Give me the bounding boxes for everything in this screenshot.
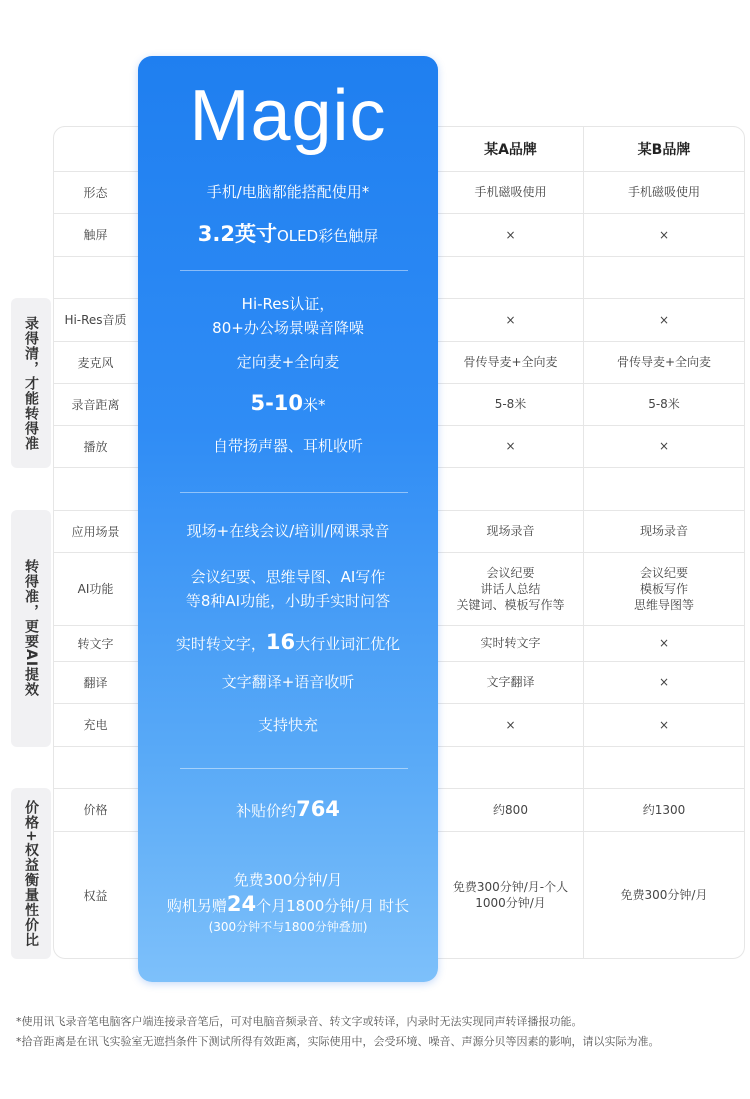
row-label-hires: Hi-Res音质 (64, 313, 127, 327)
brand-b-form: 手机磁吸使用 (627, 185, 700, 199)
magic-translate: 文字翻译+语音收听 (221, 673, 355, 691)
magic-charge: 支持快充 (257, 715, 318, 734)
row-label-form: 形态 (83, 185, 108, 200)
brand-b-touch: × (658, 227, 670, 242)
magic-form: 手机/电脑都能搭配使用* (206, 183, 370, 201)
magic-price: 补贴价约764 (236, 796, 340, 821)
magic-benefit: 免费300分钟/月 购机另赠24个月1800分钟/月 时长 (300分钟不与1800分钟叠加) (166, 871, 410, 934)
row-label-translate: 翻译 (83, 675, 108, 690)
brand-b-price: 约1300 (642, 802, 686, 817)
magic-playback: 自带扬声器、耳机收听 (212, 437, 363, 455)
brand-a-translate: 文字翻译 (486, 675, 535, 689)
brand-a-transcribe: 实时转文字 (480, 636, 541, 650)
brand-a-benefit: 免费300分钟/月-个人 1000分钟/月 (452, 880, 569, 910)
row-label-mic: 麦克风 (77, 355, 114, 370)
footnote-2: *拾音距离是在讯飞实验室无遮挡条件下测试所得有效距离，实际使用中，会受环境、噪音、声源分贝等因素的影响，请以实际为准。 (16, 1035, 660, 1048)
group-label-price: 价格+权益衡量性价比 (11, 788, 51, 959)
brand-a-touch: × (505, 227, 516, 242)
row-label-playback: 播放 (83, 439, 108, 454)
row-label-charge: 充电 (83, 718, 108, 732)
brand-a-scene: 现场录音 (486, 524, 535, 538)
brand-b-benefit: 免费300分钟/月 (620, 888, 708, 902)
magic-mic: 定向麦+全向麦 (236, 353, 340, 371)
brand-b-charge: × (658, 717, 670, 732)
header-brand-a: 某A品牌 (484, 142, 537, 158)
magic-logo: Magic (189, 76, 387, 156)
brand-a-charge: × (505, 717, 516, 732)
brand-a-ai: 会议纪要 讲话人总结 关键词、模板写作等 (456, 565, 565, 612)
row-label-benefit: 权益 (83, 888, 108, 903)
magic-distance: 5-10米* (250, 391, 326, 415)
row-label-distance: 录音距离 (71, 397, 120, 412)
footnote-1: *使用讯飞录音笔电脑客户端连接录音笔后，可对电脑音频录音、转文字或转译，内录时无法实现同声转译播报功能。 (16, 1015, 583, 1028)
row-label-transcribe: 转文字 (77, 636, 114, 651)
magic-divider (180, 270, 408, 271)
group-label-recording: 录得清，才能转得准 (11, 298, 51, 468)
row-label-scene: 应用场景 (71, 524, 120, 539)
row-label-ai: AI功能 (77, 582, 114, 596)
brand-a-playback: × (505, 439, 516, 453)
magic-touch: 3.2英寸OLED彩色触屏 (197, 221, 379, 246)
brand-b-distance: 5-8米 (648, 397, 680, 411)
magic-ai: 会议纪要、思维导图、AI写作 等8种AI功能，小助手实时问答 (185, 567, 391, 610)
brand-a-price: 约800 (493, 802, 528, 817)
magic-hires: Hi-Res认证， 80+办公场景噪音降噪 (212, 295, 364, 337)
brand-a-distance: 5-8米 (494, 397, 527, 411)
brand-b-translate: × (658, 675, 670, 689)
brand-a-hires: × (505, 312, 516, 327)
magic-transcribe: 实时转文字，16大行业词汇优化 (175, 630, 401, 654)
brand-b-scene: 现场录音 (639, 524, 688, 538)
brand-b-mic: 骨传导麦+全向麦 (616, 355, 712, 369)
magic-scene: 现场+在线会议/培训/网课录音 (186, 522, 390, 540)
brand-b-hires: × (658, 312, 670, 327)
magic-divider (180, 768, 408, 769)
brand-a-form: 手机磁吸使用 (474, 185, 547, 199)
row-label-touch: 触屏 (83, 228, 108, 242)
header-brand-b: 某B品牌 (637, 142, 691, 158)
brand-b-ai: 会议纪要 模板写作 思维导图等 (633, 565, 694, 612)
brand-b-playback: × (658, 439, 670, 453)
brand-b-transcribe: × (658, 636, 670, 650)
magic-divider (180, 492, 408, 493)
row-label-price: 价格 (83, 803, 108, 817)
brand-a-mic: 骨传导麦+全向麦 (463, 355, 558, 369)
group-label-ai: 转得准，更要AI提效 (11, 510, 51, 747)
